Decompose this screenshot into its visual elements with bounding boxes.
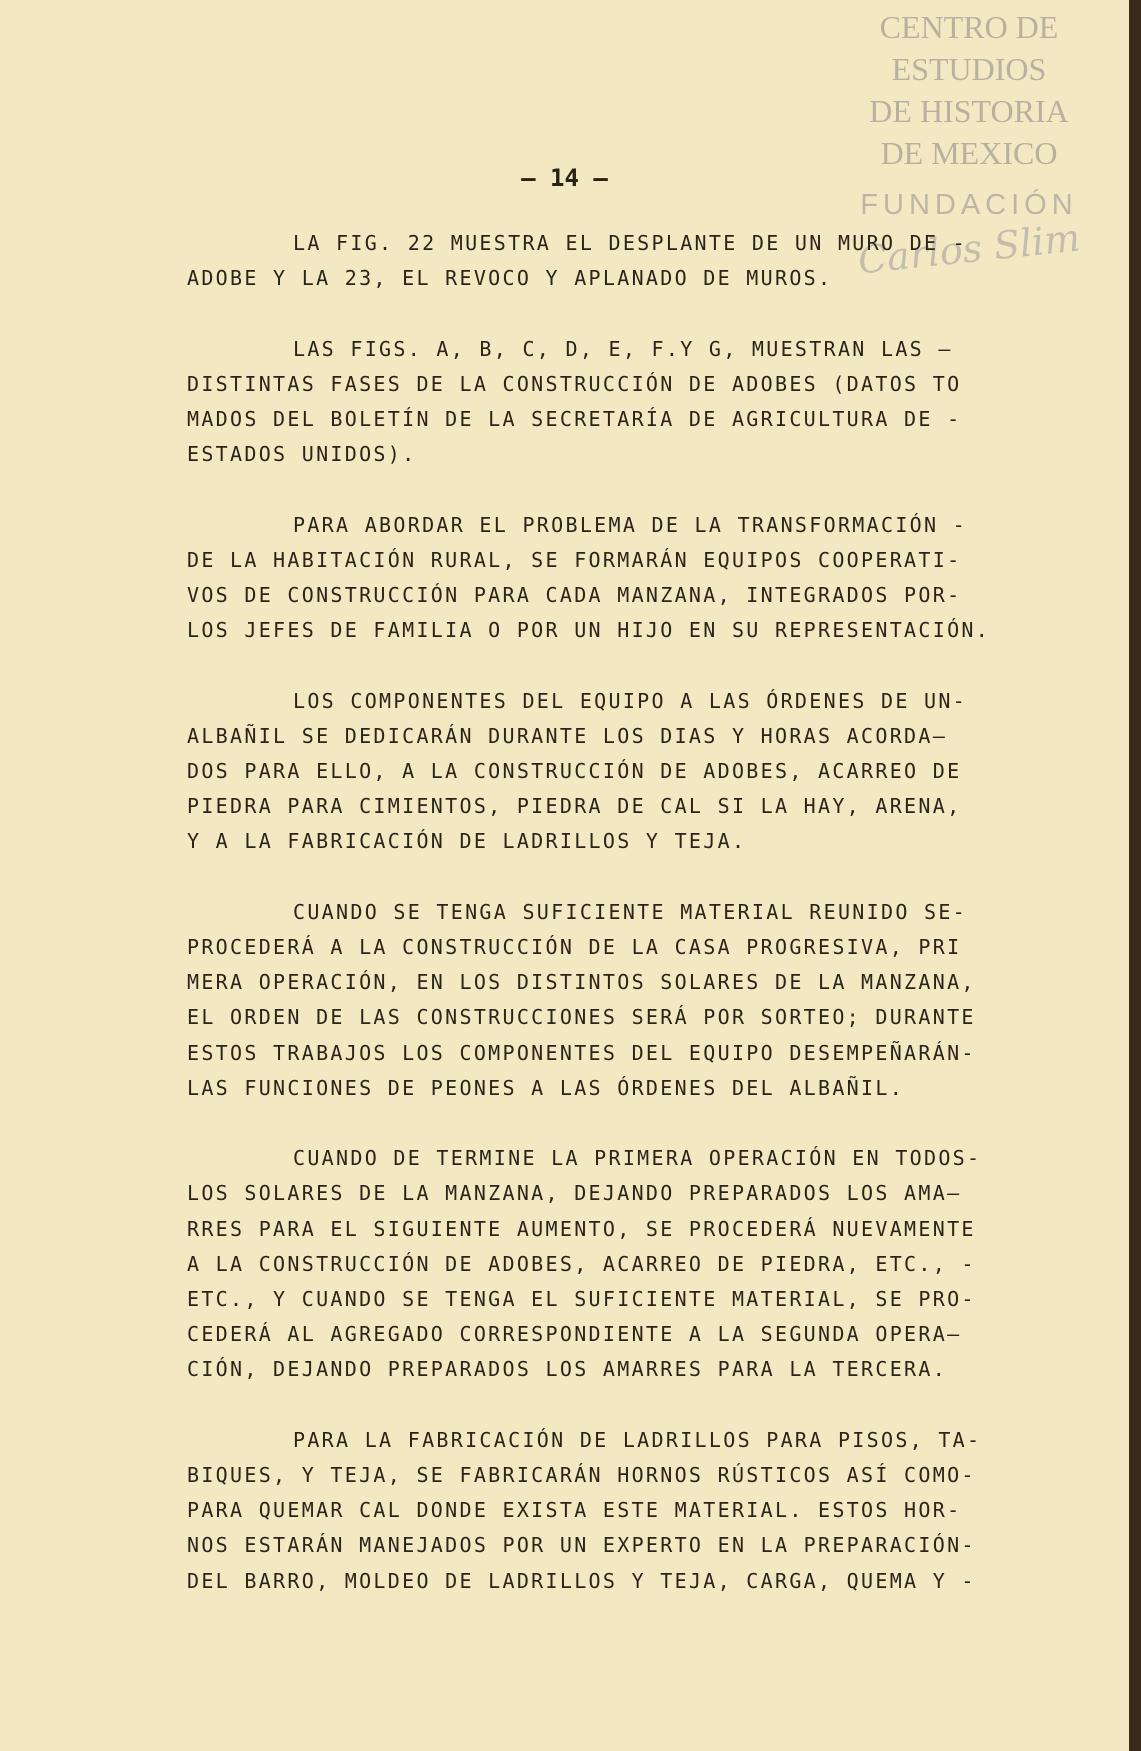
text-line: BIQUES, Y TEJA, SE FABRICARÁN HORNOS RÚSTICOS ASÍ COMO- (187, 1463, 976, 1488)
text-line: A LA CONSTRUCCIÓN DE ADOBES, ACARREO DE PIEDRA, ETC., - (187, 1251, 976, 1276)
watermark-line: ESTUDIOS (891, 51, 1047, 87)
text-line: PARA ABORDAR EL PROBLEMA DE LA TRANSFORMACIÓN - (293, 512, 968, 537)
text-line: ESTOS TRABAJOS LOS COMPONENTES DEL EQUIPO DESEMPEÑARÁN- (187, 1040, 976, 1065)
text-line: VOS DE CONSTRUCCIÓN PARA CADA MANZANA, INTEGRADOS POR- (187, 583, 962, 607)
text-line: CEDERÁ AL AGREGADO CORRESPONDIENTE A LA SEGUNDA OPERA— (187, 1322, 962, 1347)
text-line: CUANDO SE TENGA SUFICIENTE MATERIAL REUNIDO SE- (293, 899, 968, 924)
typed-text-body (187, 226, 1017, 1634)
watermark-signature: Carlos Slim (855, 215, 1083, 283)
text-line: LAS FIGS. A, B, C, D, E, F.Y G, MUESTRAN LAS — (293, 336, 953, 361)
text-line: DOS PARA ELLO, A LA CONSTRUCCIÓN DE ADOBES, ACARREO DE (187, 759, 962, 783)
text-line: LOS COMPONENTES DEL EQUIPO A LAS ÓRDENES DE UN- (293, 688, 968, 713)
text-line: ESTADOS UNIDOS). (187, 442, 417, 467)
text-line: ALBAÑIL SE DEDICARÁN DURANTE LOS DIAS Y HORAS ACORDA— (187, 723, 948, 748)
paragraph (187, 1141, 1017, 1387)
paragraph (187, 1423, 1017, 1599)
text-line: LOS SOLARES DE LA MANZANA, DEJANDO PREPARADOS LOS AMA— (187, 1181, 962, 1206)
text-line: Y A LA FABRICACIÓN DE LADRILLOS Y TEJA. (187, 829, 747, 854)
text-line: DEL BARRO, MOLDEO DE LADRILLOS Y TEJA, CARGA, QUEMA Y - (187, 1568, 976, 1593)
text-line: LOS JEFES DE FAMILIA O POR UN HIJO EN SU REPRESENTACIÓN. (187, 618, 991, 643)
watermark-fundacion: FUNDACIÓN (860, 189, 1078, 221)
text-line: MADOS DEL BOLETÍN DE LA SECRETARÍA DE AGRICULTURA DE - (187, 407, 962, 431)
text-line: ADOBE Y LA 23, EL REVOCO Y APLANADO DE MUROS. (187, 266, 833, 291)
text-line: RRES PARA EL SIGUIENTE AUMENTO, SE PROCEDERÁ NUEVAMENTE (187, 1216, 976, 1241)
paragraph (187, 895, 1017, 1106)
text-line: PIEDRA PARA CIMIENTOS, PIEDRA DE CAL SI LA HAY, ARENA, (187, 794, 962, 819)
paragraph (187, 332, 1017, 473)
text-line: MERA OPERACIÓN, EN LOS DISTINTOS SOLARES DE LA MANZANA, (187, 970, 976, 995)
text-line: CIÓN, DEJANDO PREPARADOS LOS AMARRES PARA LA TERCERA. (187, 1357, 948, 1382)
watermark-line: CENTRO DE (879, 9, 1059, 45)
text-line: LA FIG. 22 MUESTRA EL DESPLANTE DE UN MURO DE - (293, 231, 968, 255)
watermark-line: DE MEXICO (880, 135, 1058, 171)
text-line: PROCEDERÁ A LA CONSTRUCCIÓN DE LA CASA PROGRESIVA, PRI (187, 935, 962, 959)
text-line: PARA QUEMAR CAL DONDE EXISTA ESTE MATERIAL. ESTOS HOR- (187, 1498, 962, 1523)
text-line: DISTINTAS FASES DE LA CONSTRUCCIÓN DE ADOBES (DATOS TO (187, 371, 962, 396)
text-line: LAS FUNCIONES DE PEONES A LAS ÓRDENES DEL ALBAÑIL. (187, 1075, 905, 1100)
page-number: — 14 — (521, 164, 608, 192)
text-line: ETC., Y CUANDO SE TENGA EL SUFICIENTE MATERIAL, SE PRO- (187, 1287, 976, 1312)
text-line: EL ORDEN DE LAS CONSTRUCCIONES SERÁ POR SORTEO; DURANTE (187, 1005, 976, 1030)
text-line: CUANDO DE TERMINE LA PRIMERA OPERACIÓN EN TODOS- (293, 1146, 982, 1171)
paragraph (187, 508, 1017, 649)
paragraph (187, 684, 1017, 860)
text-line: DE LA HABITACIÓN RURAL, SE FORMARÁN EQUIPOS COOPERATI- (187, 547, 962, 572)
watermark-line: DE HISTORIA (869, 93, 1069, 129)
paragraph (187, 226, 1017, 296)
text-line: PARA LA FABRICACIÓN DE LADRILLOS PARA PISOS, TA- (293, 1427, 982, 1452)
text-line: NOS ESTARÁN MANEJADOS POR UN EXPERTO EN LA PREPARACIÓN- (187, 1533, 976, 1558)
